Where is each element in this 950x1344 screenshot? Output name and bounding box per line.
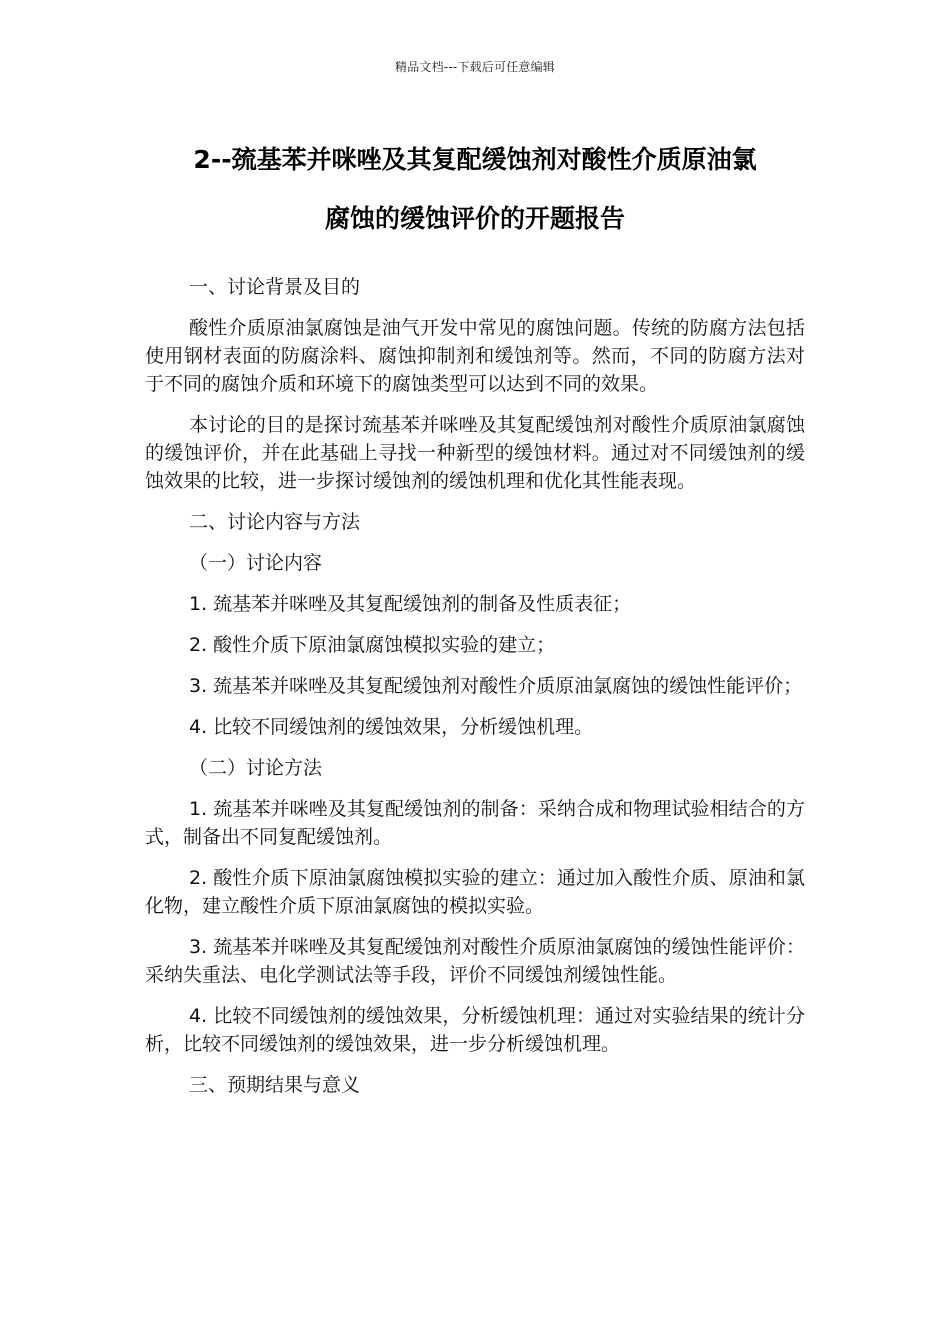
document-title-line-1: 2--巯基苯并咪唑及其复配缓蚀剂对酸性介质原油氯 [193,145,757,174]
subsection-heading-method: （二）讨论方法 [189,757,323,779]
section-heading-background: 一、讨论背景及目的 [189,276,361,298]
section-heading-expected-results: 三、预期结果与意义 [189,1074,361,1096]
body-paragraph: 酸性介质原油氯腐蚀是油气开发中常见的腐蚀问题。传统的防腐方法包括使用钢材表面的防腐涂料、腐蚀抑制剂和缓蚀剂等。然而，不同的防腐方法对于不同的腐蚀介质和环境下的腐蚀类型可以达到不同的效果。 [145,317,805,395]
list-item: 2. 酸性介质下原油氯腐蚀模拟实验的建立：通过加入酸性介质、原油和氯化物，建立酸性介质下原油氯腐蚀的模拟实验。 [145,867,805,917]
document-title-line-2: 腐蚀的缓蚀评价的开题报告 [324,204,625,233]
document-body [145,273,805,1099]
section-heading-content-method: 二、讨论内容与方法 [189,511,361,533]
list-item: 1. 巯基苯并咪唑及其复配缓蚀剂的制备及性质表征； [189,593,632,615]
list-item: 1. 巯基苯并咪唑及其复配缓蚀剂的制备：采纳合成和物理试验相结合的方式，制备出不同复配缓蚀剂。 [145,798,805,848]
list-item: 3. 巯基苯并咪唑及其复配缓蚀剂对酸性介质原油氯腐蚀的缓蚀性能评价； [189,675,803,697]
list-item: 4. 比较不同缓蚀剂的缓蚀效果，分析缓蚀机理：通过对实验结果的统计分析，比较不同缓蚀剂的缓蚀效果，进一步分析缓蚀机理。 [145,1005,805,1055]
subsection-heading-content: （一）讨论内容 [189,552,323,574]
list-item: 2. 酸性介质下原油氯腐蚀模拟实验的建立； [189,634,556,656]
list-item: 3. 巯基苯并咪唑及其复配缓蚀剂对酸性介质原油氯腐蚀的缓蚀性能评价：采纳失重法、电化学测试法等手段，评价不同缓蚀剂缓蚀性能。 [145,936,805,986]
body-paragraph: 本讨论的目的是探讨巯基苯并咪唑及其复配缓蚀剂对酸性介质原油氯腐蚀的缓蚀评价，并在此基础上寻找一种新型的缓蚀材料。通过对不同缓蚀剂的缓蚀效果的比较，进一步探讨缓蚀剂的缓蚀机理和优化其性能表现。 [145,414,805,492]
header-note: 精品文档---下载后可任意编辑 [395,60,555,74]
list-item: 4. 比较不同缓蚀剂的缓蚀效果，分析缓蚀机理。 [189,716,594,738]
